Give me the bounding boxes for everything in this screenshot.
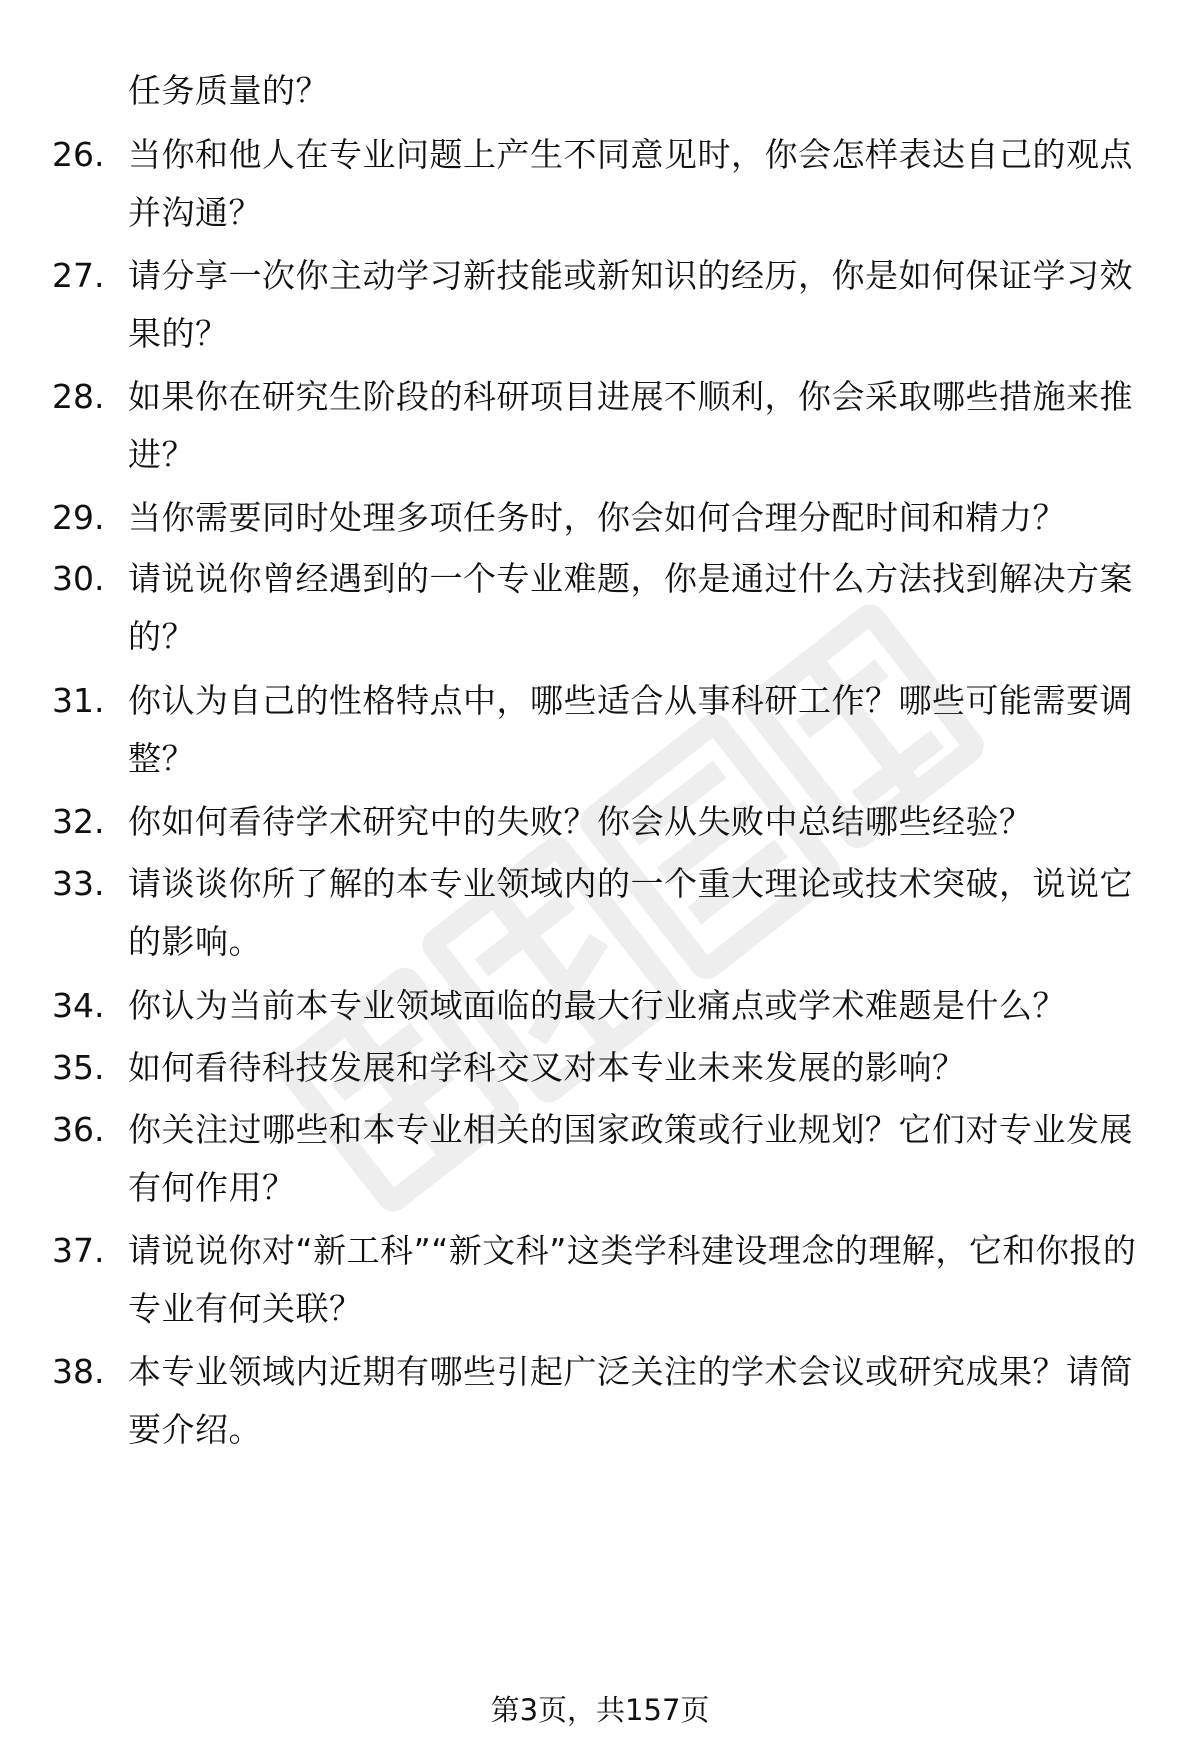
question-number: 32. xyxy=(52,802,105,841)
question-number: 31. xyxy=(52,681,105,720)
question-text: 你认为当前本专业领域面临的最大行业痛点或学术难题是什么？ xyxy=(128,986,1066,1025)
question-number: 35. xyxy=(52,1048,105,1087)
question-number: 28. xyxy=(52,377,105,416)
question-number: 27. xyxy=(52,256,105,295)
question-text: 请分享一次你主动学习新技能或新知识的经历，你是如何保证学习效果的？ xyxy=(128,256,1133,353)
question-text: 本专业领域内近期有哪些引起广泛关注的学术会议或研究成果？请简要介绍。 xyxy=(128,1352,1133,1449)
question-text: 请谈谈你所了解的本专业领域内的一个重大理论或技术突破，说说它的影响。 xyxy=(128,864,1133,961)
question-text: 请说说你曾经遇到的一个专业难题，你是通过什么方法找到解决方案的？ xyxy=(128,559,1133,656)
question-number: 38. xyxy=(52,1352,105,1391)
question-text: 如果你在研究生阶段的科研项目进展不顺利，你会采取哪些措施来推进？ xyxy=(128,377,1133,474)
question-text: 你如何看待学术研究中的失败？你会从失败中总结哪些经验？ xyxy=(128,802,1033,841)
question-text: 你认为自己的性格特点中，哪些适合从事科研工作？哪些可能需要调整？ xyxy=(128,681,1133,778)
page-number-footer: 第3页，共157页 xyxy=(490,1693,710,1727)
question-text: 请说说你对“新工科”“新文科”这类学科建设理念的理解，它和你报的专业有何关联？ xyxy=(128,1231,1137,1328)
question-number: 29. xyxy=(52,498,105,537)
question-number: 26. xyxy=(52,135,105,174)
question-text: 如何看待科技发展和学科交叉对本专业未来发展的影响？ xyxy=(128,1048,966,1087)
question-text: 当你需要同时处理多项任务时，你会如何合理分配时间和精力？ xyxy=(128,498,1066,537)
question-text: 你关注过哪些和本专业相关的国家政策或行业规划？它们对专业发展有何作用？ xyxy=(128,1110,1133,1207)
question-number: 36. xyxy=(52,1110,105,1149)
continuation-text: 任务质量的？ xyxy=(128,71,329,110)
question-number: 33. xyxy=(52,864,105,903)
question-number: 34. xyxy=(52,986,105,1025)
question-text: 当你和他人在专业问题上产生不同意见时，你会怎样表达自己的观点并沟通？ xyxy=(128,135,1133,232)
question-number: 37. xyxy=(52,1231,105,1270)
question-number: 30. xyxy=(52,559,105,598)
